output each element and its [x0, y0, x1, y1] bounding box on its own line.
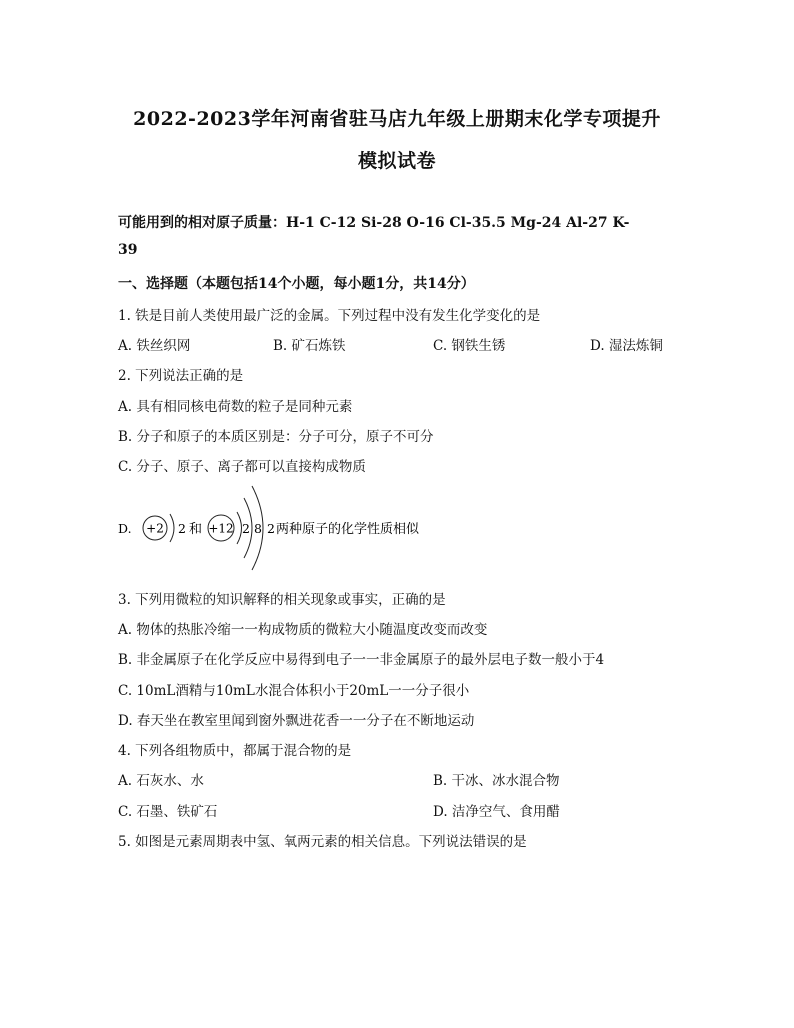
question-4-option-d: D. 洁净空气、食用醋	[433, 804, 560, 820]
atom2-shell2-electrons: 8	[254, 521, 262, 536]
question-3-option-a: A. 物体的热胀冷缩一一构成物质的微粒大小随温度改变而改变	[118, 622, 488, 638]
question-4-option-b: B. 干冰、冰水混合物	[433, 773, 560, 789]
atomic-mass-line2: 39	[118, 242, 138, 258]
atom2-shell3-electrons: 2	[267, 521, 275, 536]
question-1-stem: 1. 铁是目前人类使用最广泛的金属。下列过程中没有发生化学变化的是	[118, 308, 541, 324]
question-5-stem: 5. 如图是元素周期表中氢、氧两元素的相关信息。下列说法错误的是	[118, 834, 527, 850]
atomic-mass-line1: 可能用到的相对原子质量：H-1 C-12 Si-28 O-16 Cl-35.5 Mg-24 Al-27 K-	[118, 215, 630, 231]
question-1-option-b: B. 矿石炼铁	[273, 338, 346, 354]
option-d-label: D.	[118, 521, 132, 536]
question-2-option-a: A. 具有相同核电荷数的粒子是同种元素	[118, 399, 353, 415]
question-4-option-a: A. 石灰水、水	[118, 773, 204, 789]
exam-title-line2: 模拟试卷	[357, 150, 436, 172]
question-3-option-b: B. 非金属原子在化学反应中易得到电子一一非金属原子的最外层电子数一般小于4	[118, 652, 605, 668]
question-2-option-d	[118, 484, 538, 574]
question-3-option-d: D. 春天坐在教室里闻到窗外飘进花香一一分子在不断地运动	[118, 713, 475, 729]
question-1-option-c: C. 钢铁生锈	[433, 338, 506, 354]
option-d-statement: 两种原子的化学性质相似	[276, 522, 420, 537]
question-2-option-c: C. 分子、原子、离子都可以直接构成物质	[118, 459, 366, 475]
exam-title-line1: 2022-2023学年河南省驻马店九年级上册期末化学专项提升	[133, 108, 661, 130]
question-2-option-b: B. 分子和原子的本质区别是：分子可分，原子不可分	[118, 429, 434, 445]
atom-structure-diagram	[118, 484, 538, 574]
section-heading: 一、选择题（本题包括14个小题，每小题1分，共14分）	[118, 276, 475, 292]
atom2-shell1-electrons: 2	[242, 521, 250, 536]
question-3-stem: 3. 下列用微粒的知识解释的相关现象或事实，正确的是	[118, 592, 446, 608]
atom1-shell-arc	[170, 514, 174, 542]
atom2-nucleus-charge: +12	[208, 521, 234, 536]
question-1-option-d: D. 湿法炼铜	[590, 338, 663, 354]
conjunction-and: 和	[189, 522, 203, 537]
atom1-nucleus-charge: +2	[146, 521, 164, 536]
question-3-option-c: C. 10mL酒精与10mL水混合体积小于20mL一一分子很小	[118, 683, 470, 699]
atom1-shell-electrons: 2	[178, 521, 186, 536]
atom2-shell-arc-1	[237, 512, 242, 544]
question-4-stem: 4. 下列各组物质中，都属于混合物的是	[118, 743, 352, 759]
question-2-stem: 2. 下列说法正确的是	[118, 368, 244, 384]
question-4-option-c: C. 石墨、铁矿石	[118, 804, 218, 820]
question-1-option-a: A. 铁丝织网	[118, 338, 191, 354]
